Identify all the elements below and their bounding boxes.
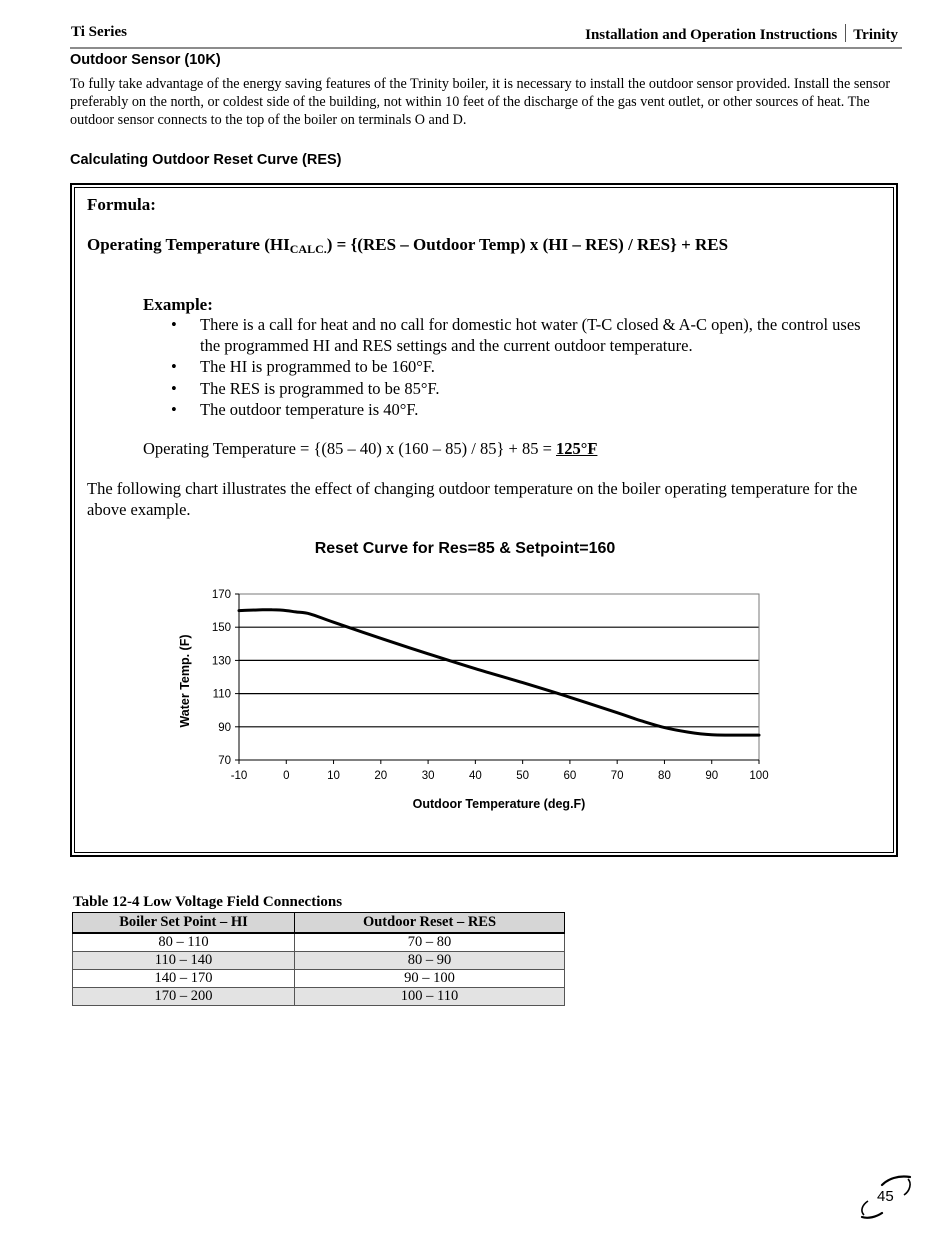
table-row (73, 988, 565, 1006)
x-tick-label: 70 (610, 770, 624, 782)
formula (87, 235, 728, 257)
column-header: Boiler Set Point – HI (73, 913, 295, 934)
table-cell: 100 – 110 (295, 988, 565, 1006)
x-tick-label: 50 (516, 770, 530, 782)
series-title: Ti Series (71, 24, 127, 40)
x-axis (231, 760, 769, 782)
brand-name: Trinity (853, 27, 898, 43)
x-tick-label: 40 (468, 770, 482, 782)
doc-title (585, 24, 898, 44)
header-divider (845, 24, 846, 42)
y-tick-label: 170 (211, 589, 231, 601)
x-tick-label: 80 (658, 770, 671, 782)
table-cell: 90 – 100 (295, 970, 565, 988)
y-tick-label: 110 (212, 688, 231, 701)
x-tick-label: 90 (705, 770, 719, 782)
table-cell: 80 – 90 (295, 952, 565, 970)
example-list (143, 315, 878, 422)
formula-subscript: CALC. (289, 242, 327, 256)
table-cell: 110 – 140 (73, 952, 295, 970)
x-tick-label: 60 (563, 770, 577, 782)
y-tick-label: 150 (211, 622, 231, 635)
x-tick-label: 20 (374, 770, 388, 782)
page-number: 45 (877, 1188, 894, 1205)
y-axis-label: Water Temp. (F) (178, 634, 192, 728)
calc-example-line (143, 439, 597, 459)
connections-table (72, 912, 565, 1006)
list-item: • The outdoor temperature is 40°F. (143, 400, 878, 421)
list-item: • The HI is programmed to be 160°F. (143, 357, 878, 378)
reset-curve-chart (150, 580, 790, 830)
table-cell: 80 – 110 (73, 933, 295, 952)
table-cell: 70 – 80 (295, 933, 565, 952)
x-tick-label: 0 (283, 770, 290, 782)
table-row (73, 970, 565, 988)
sensor-paragraph: To fully take advantage of the energy saving features of the Trinity boiler, it is necessary to install the outdoor sensor provided. Install the sensor preferably on the north, or coldest side of the building, not within 10 feet of the discharge of the gas vent outlet, or other sources of heat. The outdoor sensor connects to the top of the boiler on terminals O and D. (70, 76, 891, 128)
table-cell: 170 – 200 (73, 988, 295, 1006)
series-line (239, 610, 759, 735)
table-row (73, 933, 565, 952)
table-caption: Table 12-4 Low Voltage Field Connections (73, 894, 343, 910)
calc-heading: Calculating Outdoor Reset Curve (RES) (70, 152, 342, 168)
chart-intro: The following chart illustrates the effect of changing outdoor temperature on the boiler operating temperature for the above example. (87, 479, 858, 519)
table-row (73, 952, 565, 970)
x-tick-label: 30 (421, 770, 435, 782)
calc-expression: Operating Temperature = {(85 – 40) x (160 – 85) / 85} + 85 = (143, 439, 556, 458)
column-header: Outdoor Reset – RES (295, 913, 565, 934)
y-tick-label: 130 (211, 655, 231, 668)
formula-text-rest: ) = {(RES – Outdoor Temp) x (HI – RES) / RES} + RES (326, 235, 729, 254)
y-tick-label: 70 (218, 755, 231, 767)
y-tick-label: 90 (218, 721, 231, 734)
list-item: • The RES is programmed to be 85°F. (143, 379, 878, 400)
x-tick-label: -10 (230, 770, 248, 782)
x-tick-label: 100 (749, 770, 769, 782)
table-cell: 140 – 170 (73, 970, 295, 988)
example-label: Example: (143, 295, 213, 314)
sensor-heading: Outdoor Sensor (10K) (70, 52, 221, 68)
chart-title: Reset Curve for Res=85 & Setpoint=160 (314, 540, 616, 557)
x-axis-label: Outdoor Temperature (deg.F) (412, 797, 586, 811)
doc-title-main: Installation and Operation Instructions (585, 27, 838, 43)
table-header-row (73, 913, 565, 934)
formula-text: Operating Temperature (HI (87, 235, 290, 254)
formula-label: Formula: (87, 195, 156, 214)
page-header (70, 23, 902, 49)
list-item: • There is a call for heat and no call for domestic hot water (T-C closed & A-C open), the control uses the programmed HI and RES settings and the current outdoor temperature. (143, 315, 878, 356)
y-axis (212, 589, 239, 767)
x-tick-label: 10 (327, 770, 340, 782)
calc-result: 125°F (556, 439, 598, 458)
